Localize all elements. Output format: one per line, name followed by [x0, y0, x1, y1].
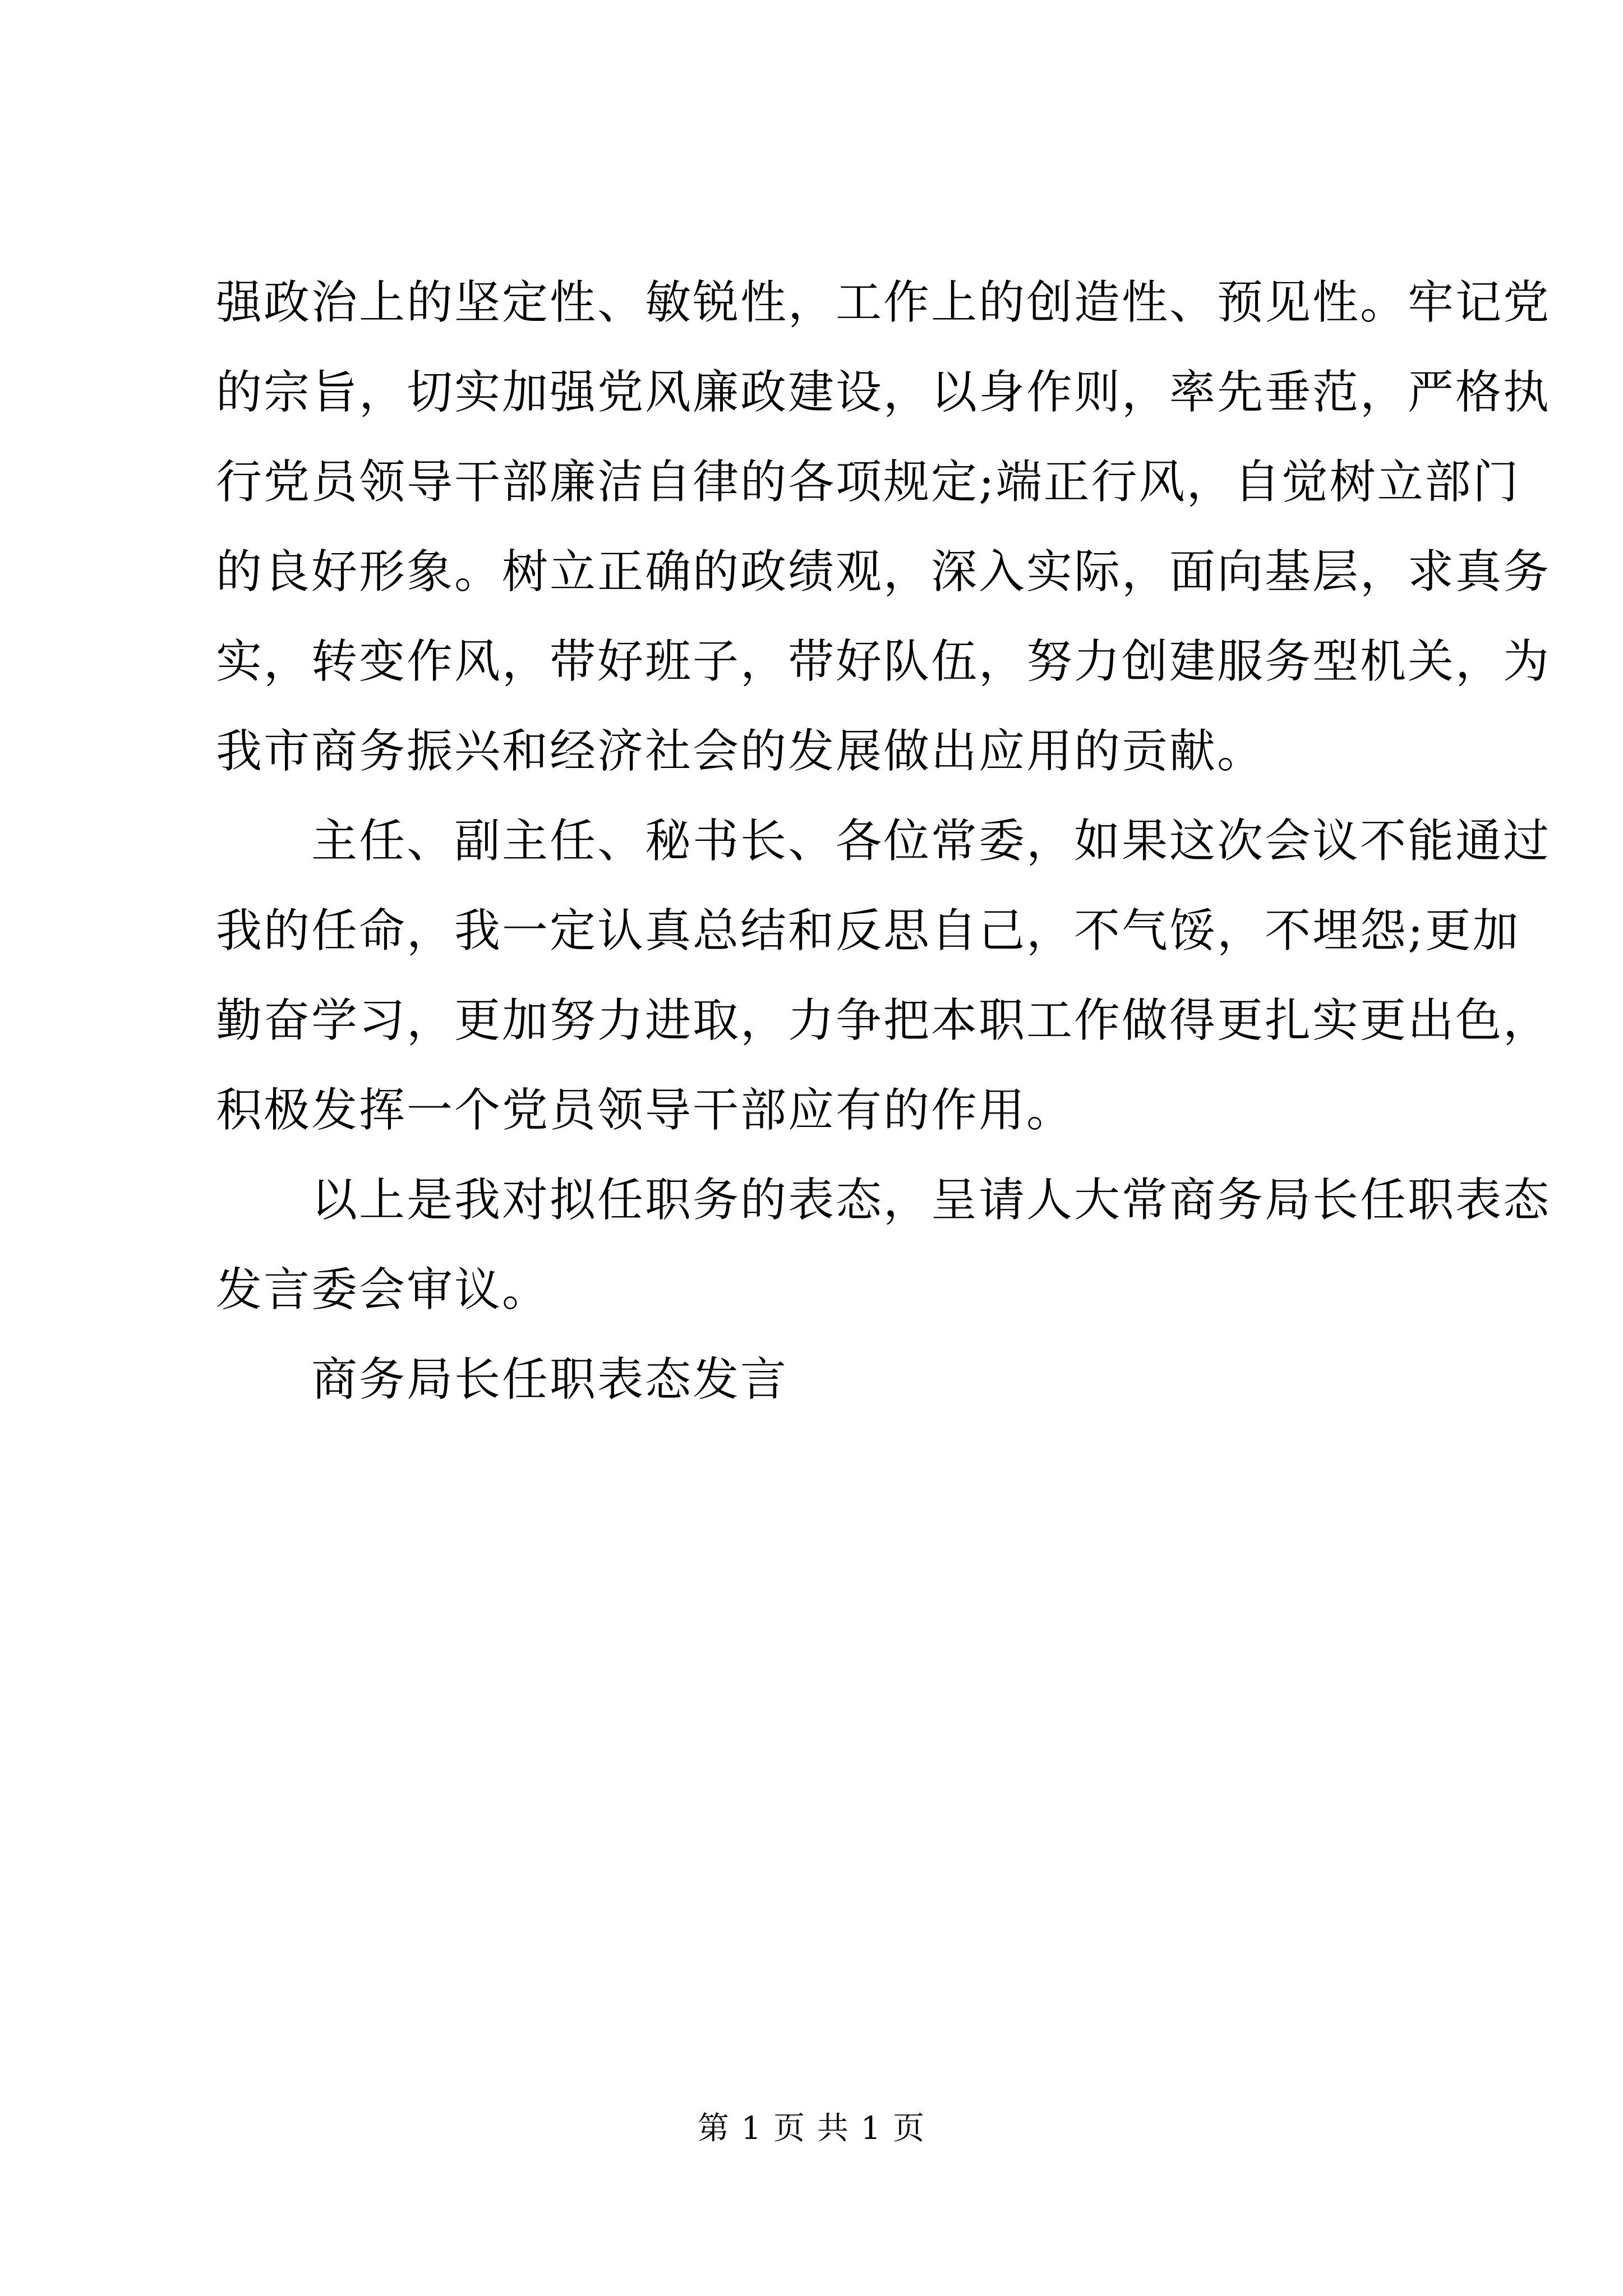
paragraph-3 — [216, 1156, 1551, 1335]
document-body — [216, 258, 1551, 1425]
text-line: 商务局长任职表态发言 — [311, 1353, 789, 1406]
text-line: 勤奋学习，更加努力进取，力争把本职工作做得更扎实更出色， — [216, 994, 1551, 1047]
text-line: 我市商务振兴和经济社会的发展做出应用的贡献。 — [216, 725, 1265, 778]
text-line: 主任、副主任、秘书长、各位常委，如果这次会议不能通过 — [311, 815, 1551, 868]
text-line: 积极发挥一个党员领导干部应有的作用。 — [216, 1084, 1075, 1137]
text-line: 以上是我对拟任职务的表态，呈请人大常商务局长任职表态 — [311, 1174, 1551, 1227]
paragraph-2 — [216, 797, 1551, 1156]
paragraph-1 — [216, 258, 1551, 797]
text-line: 强政治上的坚定性、敏锐性，工作上的创造性、预见性。牢记党 — [216, 276, 1551, 329]
text-line: 发言委会审议。 — [216, 1263, 550, 1317]
text-line: 行党员领导干部廉洁自律的各项规定;端正行风，自觉树立部门 — [216, 455, 1520, 509]
text-line: 实，转变作风，带好班子，带好队伍，努力创建服务型机关，为 — [216, 635, 1551, 688]
page-number-footer: 第 1 页 共 1 页 — [697, 2110, 926, 2147]
text-line: 我的任命，我一定认真总结和反思自己，不气馁，不埋怨;更加 — [216, 904, 1520, 958]
text-line: 的良好形象。树立正确的政绩观，深入实际，面向基层，求真务 — [216, 545, 1551, 599]
text-line: 的宗旨，切实加强党风廉政建设，以身作则，率先垂范，严格执 — [216, 366, 1551, 419]
paragraph-4 — [216, 1335, 1410, 1425]
